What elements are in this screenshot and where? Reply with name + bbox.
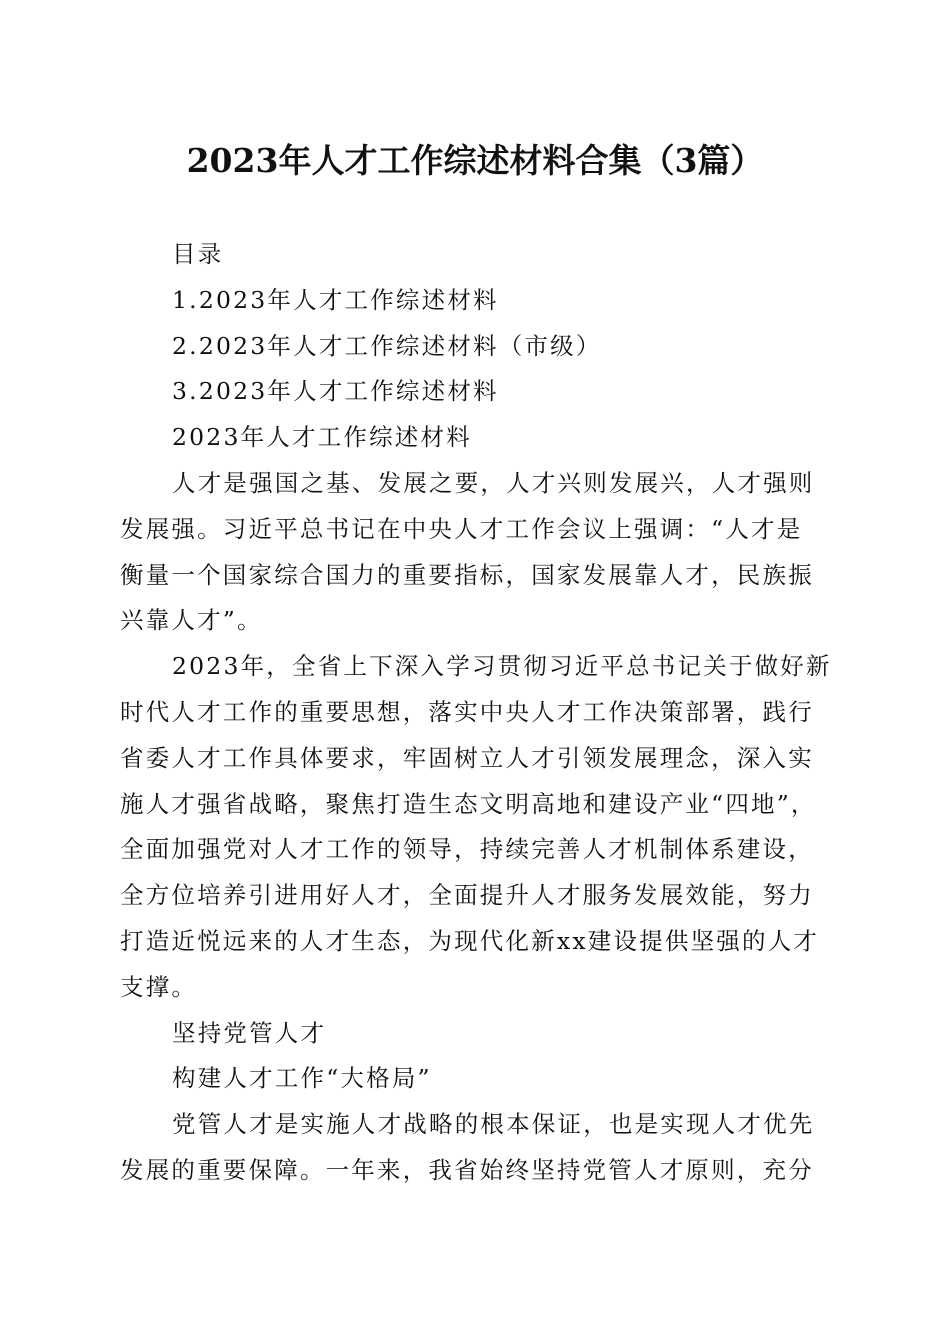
paragraph-1-line-1: 人才是强国之基、发展之要，人才兴则发展兴，人才强则 xyxy=(172,468,815,497)
toc-item-2: 2.2023年人才工作综述材料（市级） xyxy=(172,331,602,360)
paragraph-3-line-1: 党管人才是实施人才战略的根本保证，也是实现人才优先 xyxy=(172,1110,815,1139)
section-title: 2023年人才工作综述材料 xyxy=(172,423,472,452)
paragraph-2-line-1: 2023年，全省上下深入学习贯彻习近平总书记关于做好新 xyxy=(172,652,832,681)
paragraph-2-line-5: 全面加强党对人才工作的领导，持续完善人才机制体系建设， xyxy=(120,835,814,864)
paragraph-2-line-8: 支撑。 xyxy=(120,972,198,1001)
paragraph-2-line-2: 时代人才工作的重要思想，落实中央人才工作决策部署，践行 xyxy=(120,697,814,726)
toc-item-1: 1.2023年人才工作综述材料 xyxy=(172,285,499,314)
document-body xyxy=(120,232,832,1194)
paragraph-1-line-3: 衡量一个国家综合国力的重要指标，国家发展靠人才，民族振 xyxy=(120,560,814,589)
subheading-1: 坚持党管人才 xyxy=(172,1018,327,1047)
paragraph-2-line-4: 施人才强省战略，聚焦打造生态文明高地和建设产业“四地”， xyxy=(120,789,817,818)
paragraph-2-line-3: 省委人才工作具体要求，牢固树立人才引领发展理念，深入实 xyxy=(120,743,814,772)
paragraph-1-line-4: 兴靠人才”。 xyxy=(120,606,263,635)
paragraph-2-line-6: 全方位培养引进用好人才，全面提升人才服务发展效能，努力 xyxy=(120,881,814,910)
paragraph-1-line-2: 发展强。习近平总书记在中央人才工作会议上强调：“人才是 xyxy=(120,514,803,543)
subheading-2: 构建人才工作“大格局” xyxy=(172,1064,432,1093)
toc-item-3: 3.2023年人才工作综述材料 xyxy=(172,377,499,406)
paragraph-2-line-7: 打造近悦远来的人才生态，为现代化新xx建设提供坚强的人才 xyxy=(120,926,820,955)
paragraph-3-line-2: 发展的重要保障。一年来，我省始终坚持党管人才原则，充分 xyxy=(120,1155,814,1184)
toc-heading: 目录 xyxy=(172,240,224,268)
document-title: 2023年人才工作综述材料合集（3篇） xyxy=(186,141,764,180)
